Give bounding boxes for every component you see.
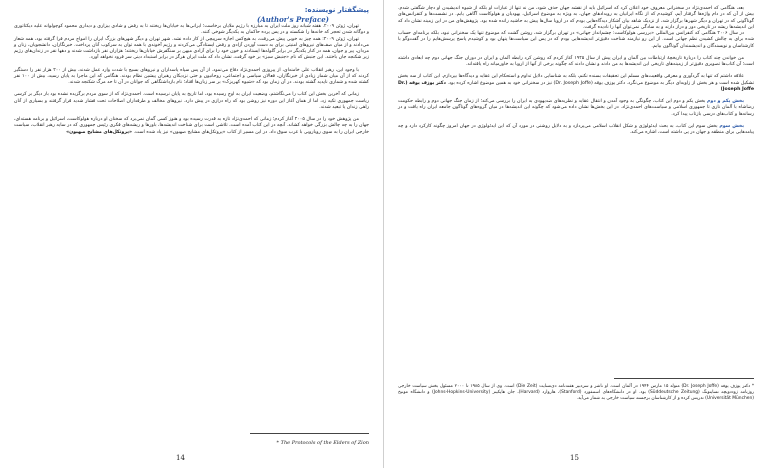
footnote: * The Protocols of the Elders of Zion: [276, 440, 369, 446]
preface-heading: [14, 6, 369, 24]
page-right: [384, 0, 768, 468]
paragraph: بعد، هنگامی که احمدی‌نژاد در سخنرانی معروف خود اعلان کرد که اسرائیل باید از نقشه جهان حذف شود، من نه تنها از عبارات او بلکه از شیوه اندیشیدن او دچار شگفتی شدم. بیش از آن که در دام واژه‌ها گرفتار آیم، کوشیدم که از نگاه ایرانیان به رویدادهای جهان، به ویژه به موضوع اسرائیل، یهودیان و هولوکاست آگاهی یابم. در نشست‌ها و کنفرانس‌های گوناگونی که در تهران و دیگر شهرها برگزار شد، از نزدیک شاهد بیان آشکار دیدگاه‌هایی بودم که در اروپا سال‌ها پیش به حاشیه رانده شده بود. پژوهش‌های من در این زمینه نشان داد که این اندیشه‌ها ریشه در تاریخی دور و دراز دارند و به سادگی نمی‌توان آنها را نادیده گرفت.: [398, 6, 754, 30]
joffe-highlight: دکتر یوزف یوفه (Dr. Joseph Joffe): [398, 80, 754, 92]
preface-title: پیشگفتار نویسنده:: [304, 6, 369, 14]
paragraph: علاقه داشتم که تنها به گردآوری و معرفی واقعیت‌های مسلم این تحقیقات بسنده نکنم، بلکه به شناسایی دلایل تداوم و استحکام این عقاید و دیدگاه‌ها بپردازم. این کتاب از سه بخش تشکیل شده است و هر بخش از زاویه‌ای دیگر به موضوع می‌نگرد. دکتر یوزف یوفه (Dr. Joseph Joffe) نیز در سخنرانی خود به همین موضوع اشاره کرده بود. دکتر یوزف یوفه (Dr. Joseph Joffe): [398, 74, 754, 92]
book-title-highlight: «پروتکل‌های مشایخ صهیون»: [66, 129, 132, 135]
part-one-two-label: بخش یکم و دوم: [706, 99, 744, 104]
paragraph: با وجود این، رهبر انقلاب علی خامنه‌ای، از پیروزی احمدی‌نژاد دفاع می‌نمود. از آن پس سپاه پاسداران و نیروهای بسیج با شدت وارد عمل شدند، بیش از ۲۰۰ هزار نفر را دستگیر کردند که از آن میان شمار زیادی از خبرنگاران، فعالان سیاسی و اجتماعی، روحانیون و حتی نزدیکان رهبران پیشین نظام بودند. هنگامی که این ماجرا به پایان رسید، بیش از ۱۰۰ نفر کشته شده و شماری ناپدید گشته بودند. در آن زمان بود که «شیوه کهریزک» بر سر زبان‌ها افتاد؛ نام بازداشتگاهی که جوانان در آن تا حد مرگ شکنجه شدند.: [14, 67, 369, 85]
page-number: 14: [176, 454, 185, 462]
footnote-divider: [250, 433, 369, 434]
paragraph: تهران، ژوئن ۲۰۰۹: همه چیز به خوبی پیش می‌رفت، به هیچ‌کس اجازه سرپیچی از کار داده نشد. شهر تهران و دیگر شهرهای بزرگ ایران را امواج مردم فرا گرفته بود، همه شعار می‌دادند و از میان صف‌های نیروهای امنیتی برای به دست آوردن آزادی و رفض ایستادگی می‌کردند و رژیم آخوندی با همه توان به سرکوب آنان پرداخت. ‌خبرنگاران، دانشجویان، زنان و مردان، پیر و جوان، همه در کنار یکدیگر در برابر گلوله‌ها ایستادند و خون خود را برای آزادی میهن بر سنگفرش خیابان‌ها ریختند؛ هزاران نفر بازداشت شدند و دهها نفر در زندان‌های رژیم زیر شکنجه جان باختند. این جنبش که نام «جنبش سبز» بر خود گرفت، نشان داد که ملت ایران هرگز در برابر استبداد دینی سر فرود نخواهد آورد.: [14, 36, 369, 61]
paragraph: زمانی که آخرین بخش این کتاب را می‌نگاشتم، وضعیت ایران به اوج رسیده بود، اما تاریخ به پایان نرسیده است. احمدی‌نژاد که از سوی مردم برگزیده نشده بود بار دیگر بر کرسی ریاست جمهوری تکیه زد، اما از همان آغاز این دوره نیز روشن بود که راه درازی در پیش دارد. نیروهای مخالف و طرفداران اصلاحات تحت فشار شدید قرار گرفتند و بسیاری از آنان راهی زندان یا تبعید شدند.: [14, 92, 369, 110]
right-text-column: [398, 6, 754, 378]
left-text-column: [14, 6, 369, 438]
paragraph: بخش یکم و دوم بخش یکم و دوم این کتاب، چگونگی به وجود آمدن و انتقال عقاید و نظریه‌های ضدیهودی به ایران را بررسی می‌کند؛ از زمان جنگ جهانی دوم و رابطه حکومت رضاشاه با آلمان نازی تا جمهوری اسلامی و سیاست‌های احمدی‌نژاد. در این بخش‌ها نشان داده می‌شود که چگونه این اندیشه‌ها در میان گروه‌های گوناگون جامعه ایران راه یافت و در رسانه‌ها و کتاب‌های درسی بازتاب پیدا کرد.: [398, 99, 754, 117]
footnote: * دکتر یوزف یوفه (Dr. Joseph Joffe) متولد ۱۵ مارس ۱۹۴۴ در آلمان است. او ناشر و سردبیر هفته‌نامه دی‌تسایت (Die Zeit) است. وی از سال ۱۹۸۵ تا ۲۰۰۰ مسئول بخش سیاست خارجی روزنامه زوددویچه تسایتونگ (Süddeutsche Zeitung) بود. او در دانشگاه‌های استنفورد (Stanford)، هاروارد (Harvard)، جان هاپکینز (Johns-Hopkins-University) و دانشگاه مونیخ (Universität München) تدریس کرده و از کارشناسان برجسته سیاست خارجی به شمار می‌آید.: [398, 384, 755, 401]
paragraph: من پژوهش خود را در سال ۲۰۰۵ آغاز کردم؛ زمانی که احمدی‌نژاد تازه به قدرت رسیده بود و هنوز کسی گمان نمی‌برد که سخنان او درباره هولوکاست، اسرائیل و برنامه هسته‌ای، جهان را به چه چالش بزرگی خواهد کشاند. آنچه در این کتاب آمده است، تلاشی است برای شناخت اندیشه‌ها، باورها و ریشه‌های فکری رئیس جمهوری که در سایه رهبر انقلاب، سیاست خارجی ایران را به سوی رویارویی با غرب سوق داد. در این مسیر از کتاب «پروتکل‌های مشایخ صهیون» نیز یاد شده است. «پروتکل‌های مشایخ صهیون»: [14, 117, 369, 135]
paragraph: تهران، ژوئن ۲۰۰۹. هفته شبانه روز ملت ایران به مبارزه با رژیم ملایان برخاست؛ ایرانی‌ها به خیابان‌ها ریختند تا به رفض و شادی بیزاری و دیداری محمود کوچولوانه علیه دیکتاتوری و دوگانه شدن تحجر که خانه‌ها را شکسته و در پس پرده حاکمان به یکدیگر شوخی کنند.: [14, 24, 369, 36]
footnote-divider: [614, 378, 754, 379]
part-three-label: بخش سوم: [719, 123, 744, 129]
page-number: 15: [570, 454, 579, 462]
preface-subtitle: (Author's Preface): [256, 15, 329, 24]
paragraph: در سال ۲۰۰۶ هنگامی که کنفرانس بین‌المللی «بررسی هولوکاست: چشم‌انداز جهانی» در تهران برگزار شد، روشن گشت که موضوع تنها یک سخنرانی نبود، بلکه برنامه‌ای حساب شده برای به چالش کشیدن نظم جهانی است. از این رو نیازمند شناخت دقیق‌تر اندیشه‌هایی بودم که در پس این سیاست‌ها پنهان بود و کوشیدم پاسخ پرسش‌هایم را در گفت‌وگو با کارشناسان و نویسندگان و اندیشمندان گوناگون بیابم.: [398, 31, 754, 49]
paragraph: بخش سوم بخش سوم این کتاب، به بحث ایدئولوژی و شکل انقلاب اسلامی می‌پردازد و به دلایل روشنی در مورد آن که این ایدئولوژی در جهان امروز چگونه کارکرد دارد و چه پیامدهایی برای منطقه و جهان در پی داشته است، اشاره می‌کند.: [398, 123, 754, 135]
paragraph: من خواندن چند کتاب را دربارهٔ تاریخچهٔ ارتباطات بین آلمان و ایران پیش از سال ۱۹۴۵ آغاز کردم که روشن کرد رابطه آلمان و ایران در دوران جنگ جهانی دوم چه ابعادی داشته است؛ آن کتاب‌ها تصویری دقیق‌تر از زمینه‌های تاریخی این اندیشه‌ها به من دادند و نشان دادند که چگونه برخی از آنها از اروپا به خاورمیانه راه یافته‌اند.: [398, 55, 754, 67]
